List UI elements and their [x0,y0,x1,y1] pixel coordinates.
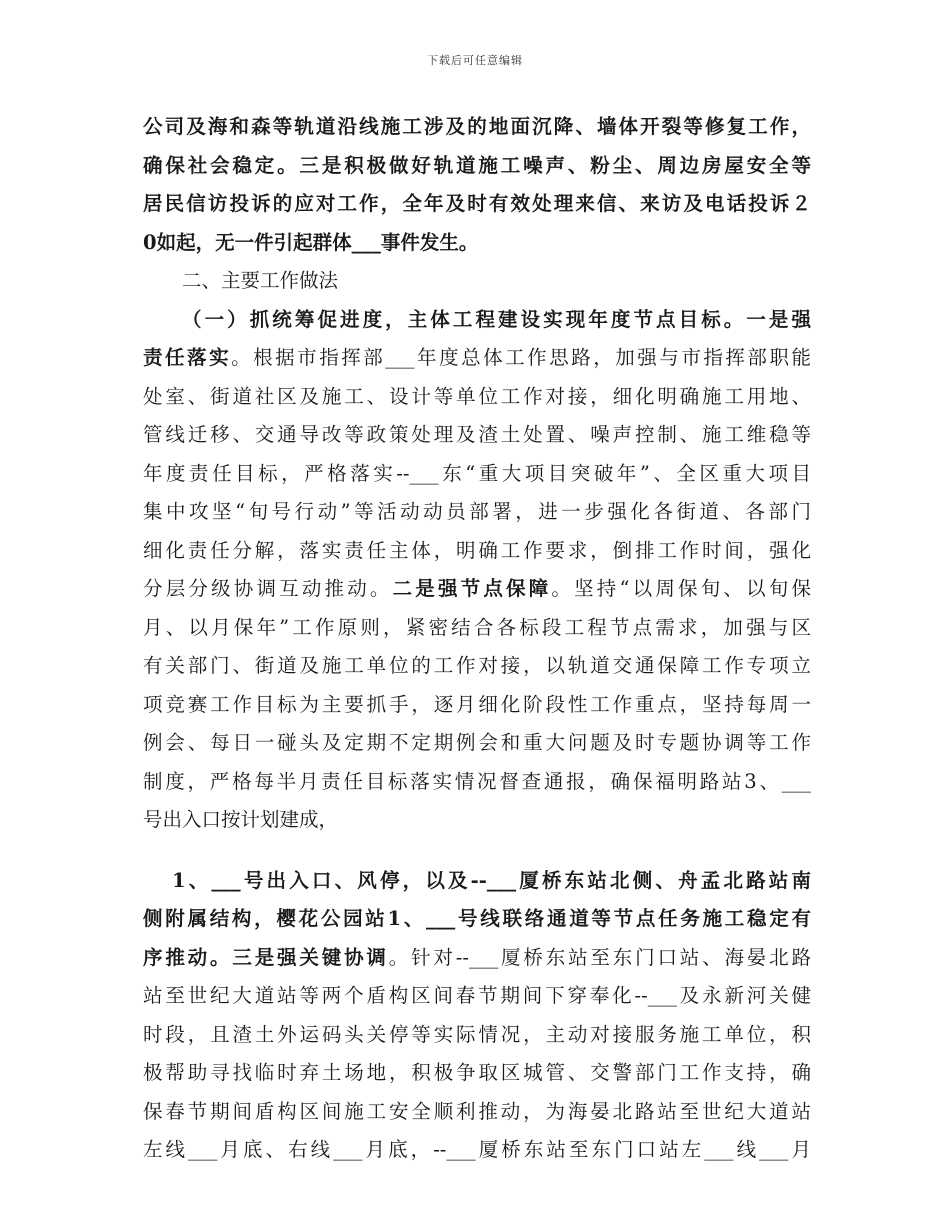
text-line: 项竞赛工作目标为主要抓手，逐月细化阶段性工作重点，坚持每周一 [143,692,811,716]
text-line: 侧附属结构，樱花公园站1、___号线联络通道等节点任务施工稳定有 [143,907,811,930]
document-body [143,108,811,1170]
paragraph-gap [143,840,811,862]
text-line: 公司及海和森等轨道沿线施工涉及的地面沉降、墙体开裂等修复工作， [143,115,811,138]
text-line: 站至世纪大道站等两个盾构区间春节期间下穿奉化--___及永新河关健 [143,984,811,1007]
subsection-heading: （一）抓统筹促进度，主体工程建设实现年度节点目标。一是强 [182,307,811,331]
text-line: 确保社会稳定。三是积极做好轨道施工噪声、粉尘、周边房屋安全等 [143,153,811,177]
text-line [143,939,811,978]
text-line: 时段，且渣土外运码头关停等实际情况，主动对接服务施工单位，积 [143,1022,811,1046]
text-run: 分层分级协调互动推动。 [143,577,393,600]
text-line: 制度，严格每半月责任目标落实情况督查通报，确保福明路站3、___ [143,769,811,793]
bold-run: 序推动。三是强关键协调 [143,945,389,969]
text-line: 细化责任分解，落实责任主体，明确工作要求，倒排工作时间，强化 [143,538,811,562]
text-line: 例会、每日一碰头及定期不定期例会和重大问题及时专题协调等工作 [143,731,811,754]
text-line: 有关部门、街道及施工单位的工作对接，以轨道交通保障工作专项立 [143,654,811,677]
bold-run: 二是强节点保障 [392,577,552,600]
text-line: 号出入口按计划建成， [143,808,339,831]
text-line [143,339,811,378]
text-line: 0如起，无一件引起群体___事件发生。 [143,230,479,254]
section-heading: 二、主要工作做法 [182,269,339,292]
text-line: 集中攻坚“旬号行动”等活动动员部署，进一步强化各街道、各部门 [143,500,811,523]
text-line: 居民信访投诉的应对工作，全年及时有效处理来信、来访及电话投诉２ [143,192,811,215]
text-line [143,570,811,609]
page-header: 下载后可任意编辑 [427,54,523,67]
text-line: 管线迁移、交通导改等政策处理及渣土处置、噪声控制、施工维稳等 [143,423,811,446]
text-run: 。针对--___厦桥东站至东门口站、海晏北路 [388,945,811,969]
text-line: 左线___月底、右线___月底，--___厦桥东站至东门口站左___线___月 [143,1138,811,1161]
text-line: 保春节期间盾构区间施工安全顺利推动，为海晏北路站至世纪大道站 [143,1099,811,1123]
text-line: 年度责任目标，严格落实--___东“重大项目突破年”、全区重大项目 [143,461,811,485]
text-run: 。坚持“以周保旬、以旬保 [551,577,811,600]
text-line: 月、以月保年”工作原则，紧密结合各标段工程节点需求，加强与区 [143,615,811,639]
bold-run: 责任落实 [143,346,232,369]
text-line: 1、___号出入口、风停，以及--___厦桥东站北侧、舟孟北路站南 [172,868,811,892]
text-run: 。根据市指挥部___年度总体工作思路，加强与市指挥部职能 [231,346,811,369]
text-line: 极帮助寻找临时弃土场地，积极争取区城管、交警部门工作支持，确 [143,1061,811,1084]
text-line: 处室、街道社区及施工、设计等单位工作对接，细化明确施工用地、 [143,384,811,408]
